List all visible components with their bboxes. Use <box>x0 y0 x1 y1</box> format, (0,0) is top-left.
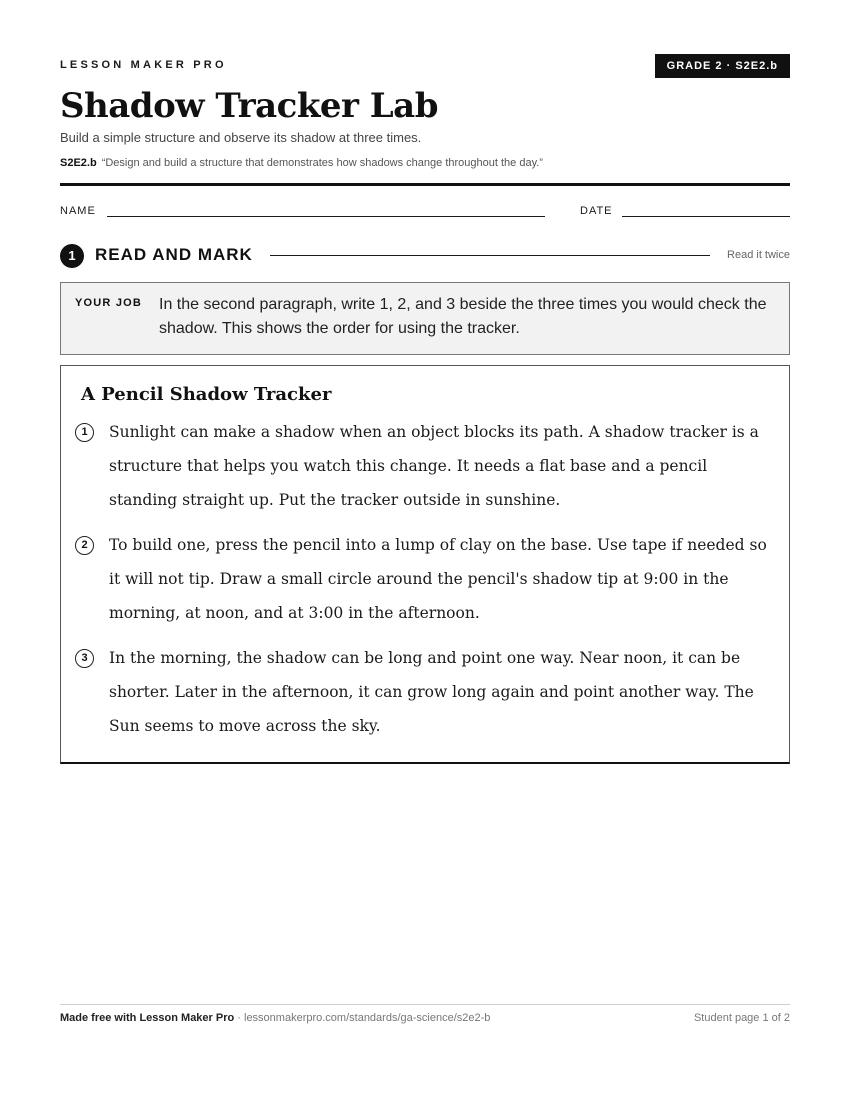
page-title: Shadow Tracker Lab <box>60 86 438 126</box>
job-label: YOUR JOB <box>75 297 143 309</box>
paragraph-text[interactable]: Sunlight can make a shadow when an object blocks its path. A shadow tracker is a structure that helps you watch this change. It needs a flat base and a pencil standing straight up. Put the tracker outside in sunshine. <box>109 423 759 509</box>
section-divider <box>270 255 710 256</box>
footer-divider <box>60 1004 790 1005</box>
standard-code: S2E2.b <box>60 157 97 169</box>
section-read-and-mark <box>60 243 790 269</box>
footer-url[interactable]: · lessonmakerpro.com/standards/ga-science/s2e2-b <box>234 1012 491 1024</box>
paragraph-text[interactable]: In the morning, the shadow can be long and point one way. Near noon, it can be shorter. Later in the afternoon, it can grow long again and point another way. The Sun seems to move across the sky. <box>109 649 754 735</box>
name-label: NAME <box>60 205 96 217</box>
passage-title: A Pencil Shadow Tracker <box>81 384 332 405</box>
footer-credit <box>60 1012 490 1024</box>
job-instructions: In the second paragraph, write 1, 2, and 3 beside the three times you would check the shadow. This shows the order for using the tracker. <box>159 296 767 337</box>
footer-made-by: Made free with Lesson Maker Pro <box>60 1012 235 1024</box>
paragraph-number: 1 <box>75 423 94 442</box>
paragraph-number: 2 <box>75 536 94 555</box>
brand-name: LESSON MAKER PRO <box>60 59 227 71</box>
worksheet-page <box>60 0 790 1100</box>
standard-text: “Design and build a structure that demonstrates how shadows change throughout the day.” <box>101 157 543 169</box>
section-number: 1 <box>60 244 84 268</box>
reading-passage <box>60 365 790 764</box>
section-title: READ AND MARK <box>95 245 253 264</box>
date-label: DATE <box>580 205 613 217</box>
job-box <box>60 282 790 355</box>
standard-line <box>60 157 543 169</box>
name-field[interactable] <box>107 216 545 217</box>
paragraph-number: 3 <box>75 649 94 668</box>
section-hint: Read it twice <box>727 249 790 261</box>
date-field[interactable] <box>622 216 790 217</box>
page-subtitle: Build a simple structure and observe its shadow at three times. <box>60 130 422 145</box>
paragraph-text[interactable]: To build one, press the pencil into a lump of clay on the base. Use tape if needed so it will not tip. Draw a small circle around the pencil's shadow tip at 9:00 in the morning, at noon, and at 3:00 in the afternoon. <box>109 536 767 622</box>
footer-page-number: Student page 1 of 2 <box>693 1012 790 1024</box>
grade-badge: GRADE 2 · S2E2.b <box>655 54 790 78</box>
top-bar <box>60 54 790 78</box>
header-divider <box>60 183 790 186</box>
